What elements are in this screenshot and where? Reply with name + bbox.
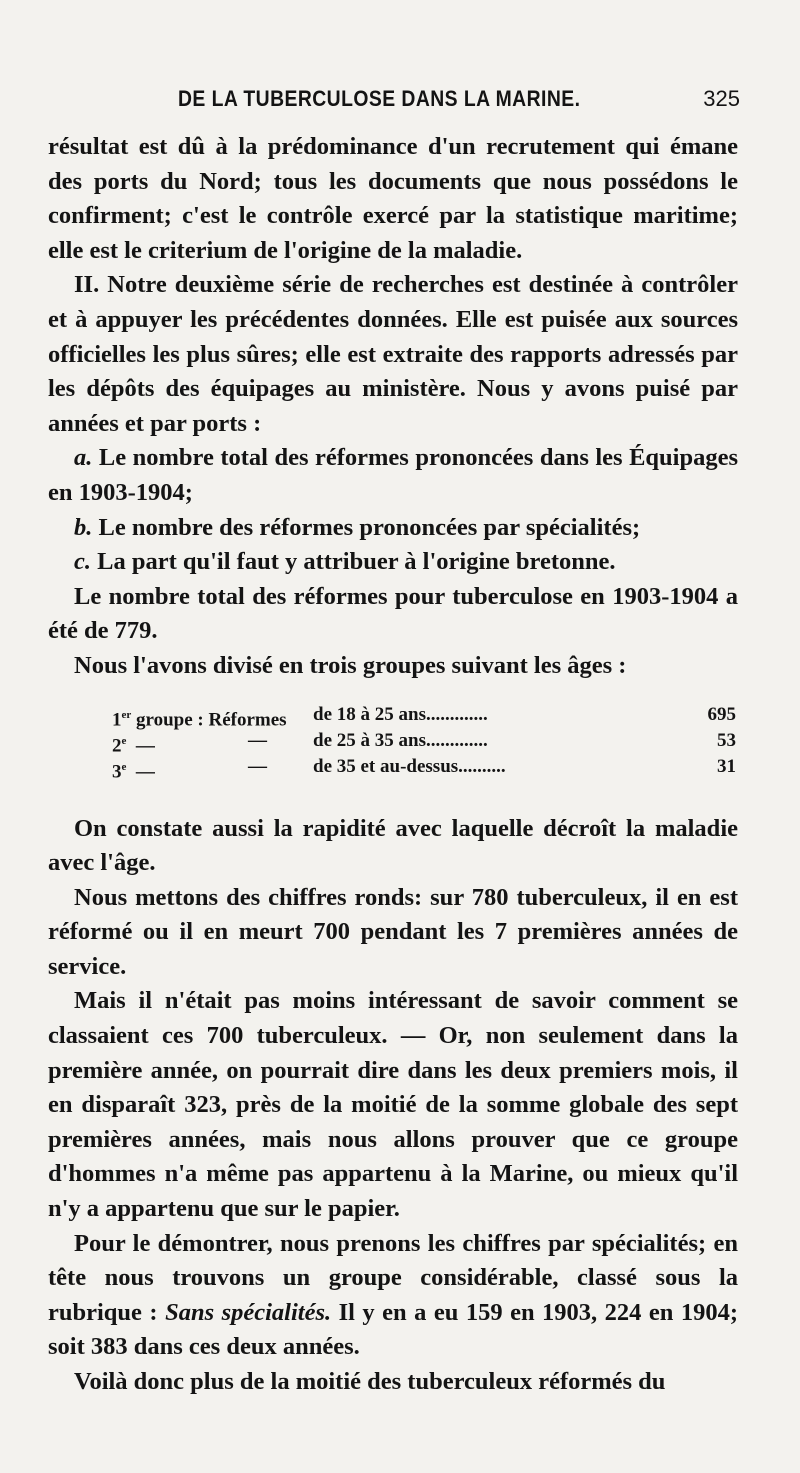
text-run: Pour le démontrer, nous prenons les chiffres par spécialités; en tête nous trouvons un groupe considérable, classé sous la rubrique :: [48, 1229, 738, 1326]
list-item-b: [48, 511, 738, 546]
paragraph: II. Notre deuxième série de recherches est destinée à contrôler et à appuyer les précédentes données. Elle est puisée aux sources officielles les plus sûres; elle est extraite des rapports adressés par les dépôts des équipages au ministère. Nous y avons puisé par années et par ports :: [48, 271, 738, 437]
ditto-mark: —: [248, 755, 267, 777]
list-marker: a.: [74, 444, 93, 472]
age-range: de 35 et au-dessus..........: [313, 755, 506, 777]
ordinal-suffix: e: [121, 734, 127, 747]
list-text: Le nombre des réformes prononcées par spécialités;: [98, 513, 641, 541]
list-text: La part qu'il faut y attribuer à l'origine bretonne.: [97, 548, 616, 576]
paragraph: [48, 1227, 738, 1365]
paragraph: Mais il n'était pas moins intéressant de savoir comment se classaient ces 700 tuberculeux. — Or, non seulement dans la première année, on pourrait dire dans les deux premiers mois, il en disparaît 323, près de la moitié de la somme globale des sept premières années, mais nous allons prouver que ce groupe d'hommes n'a même pas appartenu à la Marine, ou mieux qu'il n'y a appartenu que sur le papier.: [48, 987, 738, 1223]
page-number: 325: [703, 86, 740, 111]
paragraph: Voilà donc plus de la moitié des tuberculeux réformés du: [74, 1368, 666, 1395]
ditto-mark: —: [135, 760, 155, 782]
age-range: de 18 à 25 ans.............: [313, 703, 488, 725]
group-ordinal: 3: [112, 760, 122, 782]
table-row: [48, 728, 738, 754]
body-text: [48, 130, 738, 1400]
group-value: 695: [707, 703, 736, 725]
paragraph: Le nombre total des réformes pour tuberculose en 1903-1904 a été de 779.: [48, 582, 738, 645]
ditto-mark: —: [135, 734, 155, 756]
running-title: DE LA TUBERCULOSE DANS LA MARINE.: [178, 86, 581, 111]
running-header: [40, 86, 740, 126]
ditto-mark: —: [248, 729, 267, 751]
paragraph: Nous l'avons divisé en trois groupes suivant les âges :: [74, 651, 627, 679]
paragraph: Nous mettons des chiffres ronds: sur 780 tuberculeux, il en est réformé ou il en meurt 700 pendant les 7 premières années de service.: [48, 883, 738, 980]
age-groups-table: [48, 702, 738, 780]
text-run: Il y en a eu 159 en 1903, 224 en 1904; soit 383 dans ces deux années.: [48, 1298, 739, 1361]
list-marker: c.: [74, 548, 91, 576]
group-ordinal: 2: [112, 734, 122, 756]
list-marker: b.: [74, 513, 93, 541]
paragraph: On constate aussi la rapidité avec laquelle décroît la maladie avec l'âge.: [48, 814, 738, 877]
group-label: groupe : Réformes: [136, 708, 287, 730]
ordinal-suffix: e: [121, 760, 127, 773]
table-row: [48, 754, 738, 780]
italic-term: Sans spécialités.: [165, 1298, 332, 1326]
age-range: de 25 à 35 ans.............: [313, 729, 488, 751]
ordinal-suffix: er: [121, 708, 132, 721]
list-item-c: [48, 545, 738, 580]
list-item-a: [48, 441, 738, 510]
table-row: [48, 702, 738, 728]
paragraph: résultat est dû à la prédominance d'un recrutement qui émane des ports du Nord; tous les documents que nous possédons le confirment; c'est le contrôle exercé par la statistique maritime; elle est le criterium de l'origine de la maladie.: [48, 133, 738, 264]
list-text: Le nombre total des réformes prononcées dans les Équipages en 1903-1904;: [48, 444, 739, 506]
group-value: 31: [717, 755, 736, 777]
group-value: 53: [717, 729, 736, 751]
group-ordinal: 1: [112, 708, 122, 730]
